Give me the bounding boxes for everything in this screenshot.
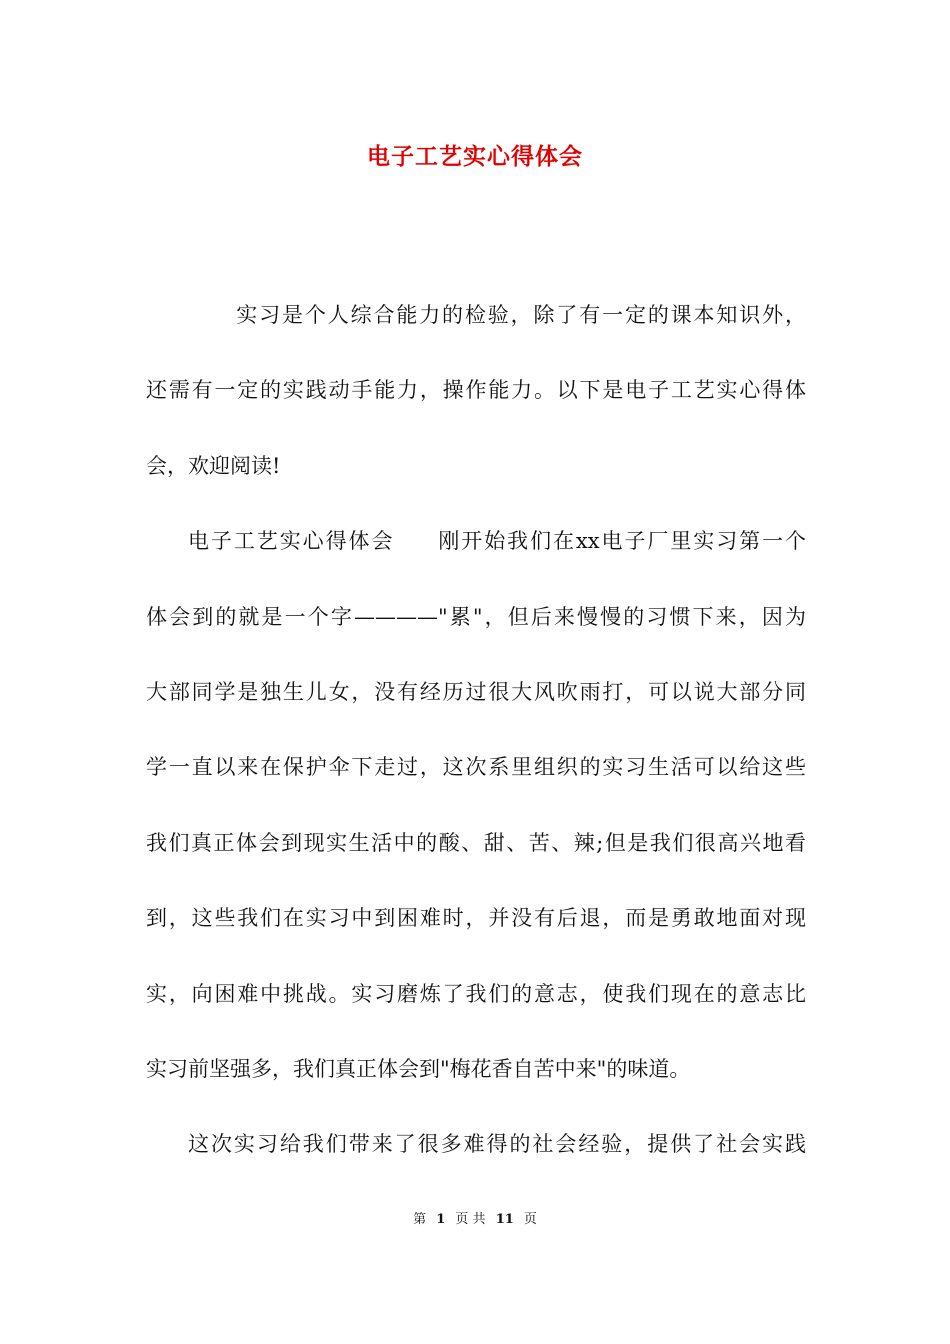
text-line: 还需有一定的实践动手能力，操作能力。以下是电子工艺实心得体 <box>146 378 806 403</box>
paragraph-experience <box>146 1107 806 1182</box>
page-footer <box>0 1208 950 1227</box>
text-line: 体会到的就是一个字————"累"，但后来慢慢的习惯下来，因为 <box>146 604 806 629</box>
text-line: 这次实习给我们带来了很多难得的社会经验，提供了社会实践 <box>188 1132 806 1157</box>
footer-suffix: 页 <box>523 1212 537 1227</box>
text-line <box>146 504 806 579</box>
text-line: 学一直以来在保护伞下走过，这次系里组织的实习生活可以给这些 <box>146 755 806 780</box>
paragraph-heading: 电子工艺实心得体会 <box>188 529 395 554</box>
footer-middle: 页 共 <box>455 1212 486 1227</box>
paragraph-intro <box>146 278 806 504</box>
text-line: 实，向困难中挑战。实习磨炼了我们的意志，使我们现在的意志比 <box>146 981 806 1006</box>
text-line: 实习前坚强多，我们真正体会到"梅花香自苦中来"的味道。 <box>146 1057 691 1082</box>
document-title: 电子工艺实心得体会 <box>367 143 583 170</box>
text-fragment: 刚开始我们在xx电子厂里实习第一个 <box>436 529 807 554</box>
text-line: 实习是个人综合能力的检验，除了有一定的课本知识外， <box>236 303 806 327</box>
text-line: 我们真正体会到现实生活中的酸、甜、苦、辣;但是我们很高兴地看 <box>146 830 806 855</box>
total-pages-number: 11 <box>495 1212 514 1227</box>
text-line: 会，欢迎阅读! <box>146 453 281 478</box>
text-line: 到，这些我们在实习中到困难时，并没有后退，而是勇敢地面对现 <box>146 906 806 931</box>
footer-prefix: 第 <box>413 1212 427 1227</box>
paragraph-main <box>146 504 806 1107</box>
text-line: 大部同学是独生儿女，没有经历过很大风吹雨打，可以说大部分同 <box>146 680 806 705</box>
document-body <box>146 278 806 1183</box>
current-page-number: 1 <box>436 1212 446 1227</box>
